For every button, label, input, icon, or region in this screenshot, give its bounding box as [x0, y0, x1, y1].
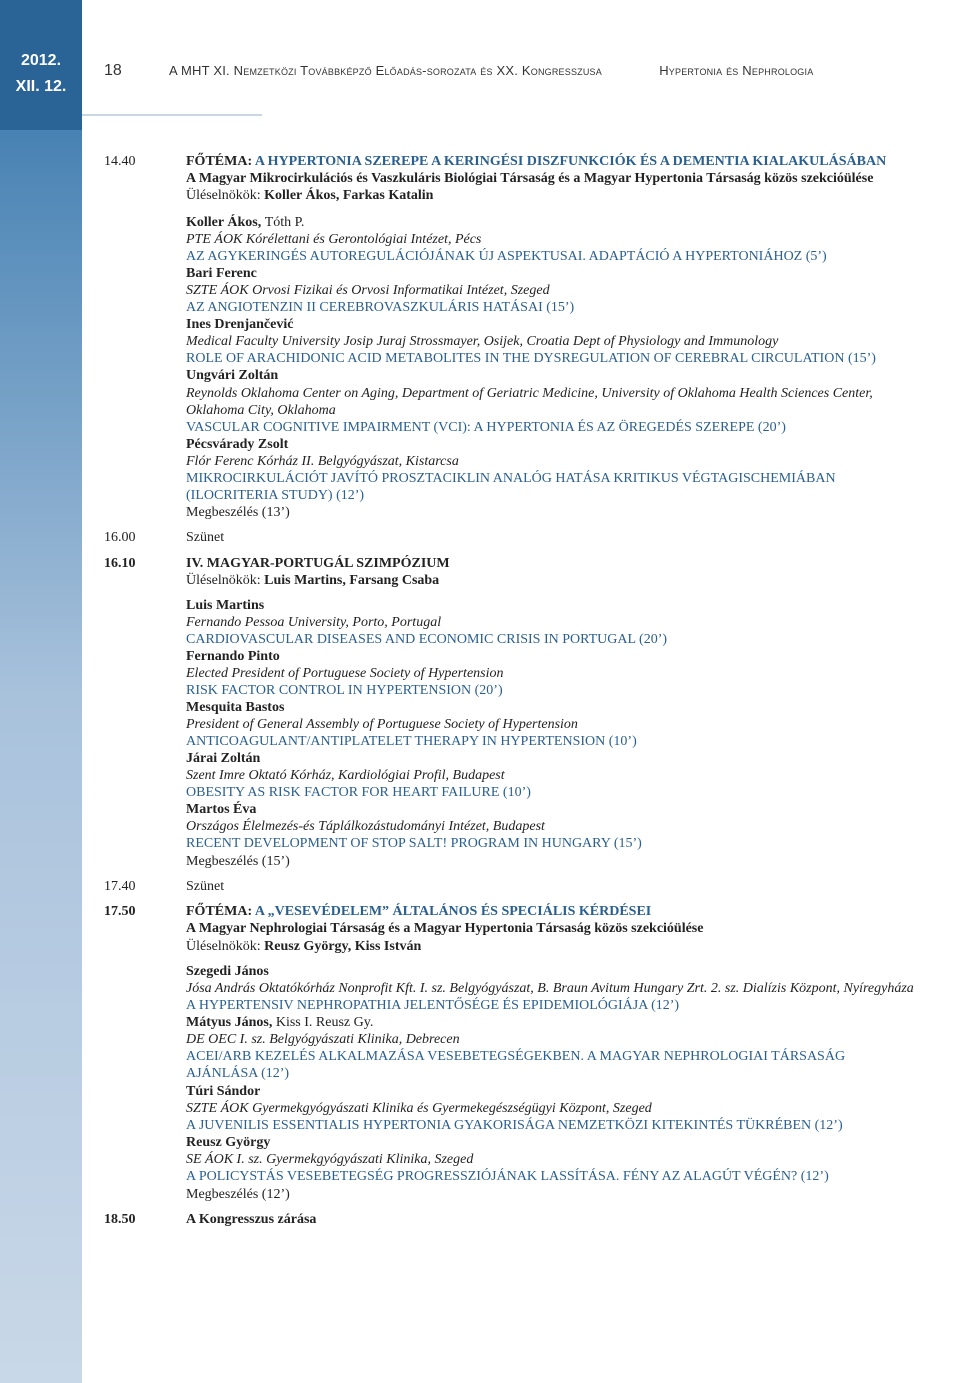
- break2-label: Szünet: [186, 879, 225, 894]
- session2-discussion: Megbeszélés (15’): [186, 854, 290, 869]
- talk3-affiliation: Medical Faculty University Josip Juraj Strossmayer, Osijek, Croatia Dept of Physiology and Immunology: [186, 334, 779, 349]
- talk4-speaker: Ungvári Zoltán: [186, 368, 279, 383]
- date-year: 2012.: [20, 52, 62, 69]
- running-header: [104, 62, 813, 80]
- talk7-speaker: Fernando Pinto: [186, 649, 280, 664]
- date-box: [0, 0, 82, 130]
- talk1-speaker: [186, 214, 304, 231]
- talk5-title-line2: (ILOCRITERIA STUDY) (12’): [186, 488, 365, 503]
- talk10-speaker: Martos Éva: [186, 802, 257, 817]
- chairs-names: Koller Ákos, Farkas Katalin: [264, 188, 434, 203]
- talk12-affiliation: DE OEC I. sz. Belgyógyászati Klinika, Debrecen: [186, 1032, 460, 1047]
- talk10-title: RECENT DEVELOPMENT OF STOP SALT! PROGRAM IN HUNGARY (15’): [186, 836, 642, 851]
- header-divider: [82, 114, 262, 116]
- closing-time: 18.50: [104, 1212, 136, 1227]
- coauthor: Tóth P.: [264, 215, 305, 230]
- talk12-title-line2: AJÁNLÁSA (12’): [186, 1066, 290, 1081]
- session1-discussion: Megbeszélés (13’): [186, 505, 290, 520]
- break1-time: 16.00: [104, 530, 136, 545]
- chairs-names: Luis Martins, Farsang Csaba: [264, 573, 440, 588]
- session2-title: IV. MAGYAR-PORTUGÁL SZIMPÓZIUM: [186, 556, 450, 571]
- talk4-title: VASCULAR COGNITIVE IMPAIRMENT (VCI): A HYPERTONIA ÉS AZ ÖREGEDÉS SZEREPE (20’): [186, 420, 786, 435]
- session3-chairs: [186, 938, 421, 955]
- talk2-affiliation: SZTE ÁOK Orvosi Fizikai és Orvosi Informatikai Intézet, Szeged: [186, 283, 550, 298]
- talk7-affiliation: Elected President of Portuguese Society of Hypertension: [186, 666, 504, 681]
- talk8-title: ANTICOAGULANT/ANTIPLATELET THERAPY IN HYPERTENSION (10’): [186, 734, 637, 749]
- session3-label: FŐTÉMA:: [186, 904, 255, 919]
- session1-time: 14.40: [104, 154, 136, 169]
- talk10-affiliation: Országos Élelmezés-és Táplálkozástudományi Intézet, Budapest: [186, 819, 545, 834]
- talk4-affiliation-line1: Reynolds Oklahoma Center on Aging, Department of Geriatric Medicine, University of Oklahoma Health Sciences Center,: [186, 386, 873, 401]
- talk13-title: A JUVENILIS ESSENTIALIS HYPERTONIA GYAKORISÁGA NEMZETKÖZI KITEKINTÉS TÜKRÉBEN (12’): [186, 1118, 843, 1133]
- section-title: Hypertonia és Nephrologia: [659, 63, 814, 78]
- chairs-label: Üléselnökök:: [186, 939, 265, 954]
- talk3-title: ROLE OF ARACHIDONIC ACID METABOLITES IN THE DYSREGULATION OF CEREBRAL CIRCULATION (15’): [186, 351, 876, 366]
- talk11-speaker: Szegedi János: [186, 964, 269, 979]
- talk1-title: AZ AGYKERINGÉS AUTOREGULÁCIÓJÁNAK ÚJ ASPEKTUSAI. ADAPTÁCIÓ A HYPERTONIÁHOZ (5’): [186, 249, 827, 264]
- session3-title: A „VESEVÉDELEM” ÁLTALÁNOS ÉS SPECIÁLIS KÉRDÉSEI: [254, 904, 652, 919]
- talk6-affiliation: Fernando Pessoa University, Porto, Portugal: [186, 615, 442, 630]
- page-number: 18: [104, 62, 122, 79]
- session2-chairs: [186, 572, 439, 589]
- session3-time: 17.50: [104, 904, 136, 919]
- talk6-title: CARDIOVASCULAR DISEASES AND ECONOMIC CRISIS IN PORTUGAL (20’): [186, 632, 668, 647]
- talk1-affiliation: PTE ÁOK Kórélettani és Gerontológiai Intézet, Pécs: [186, 232, 482, 247]
- break2-time: 17.40: [104, 879, 136, 894]
- date-day: XII. 12.: [15, 78, 67, 95]
- talk4-affiliation-line2: Oklahoma City, Oklahoma: [186, 403, 336, 418]
- coauthor: Kiss I. Reusz Gy.: [275, 1015, 374, 1030]
- session3-heading: [186, 903, 651, 920]
- talk11-affiliation: Jósa András Oktatókórház Nonprofit Kft. I. sz. Belgyógyászat, B. Braun Avitum Hungary Zrt. 2. sz. Dialízis Központ, Nyíregyháza: [186, 981, 914, 996]
- chairs-label: Üléselnökök:: [186, 188, 265, 203]
- session1-heading: [186, 153, 886, 170]
- session1-label: FŐTÉMA:: [186, 154, 255, 169]
- talk14-title: A POLICYSTÁS VESEBETEGSÉG PROGRESSZIÓJÁNAK LASSÍTÁSA. FÉNY AZ ALAGÚT VÉGÉN? (12’): [186, 1169, 829, 1184]
- chairs-label: Üléselnökök:: [186, 573, 265, 588]
- running-title: A MHT XI. Nemzetközi Továbbképző Előadás-sorozata és XX. Kongresszusa: [169, 63, 602, 78]
- talk13-affiliation: SZTE ÁOK Gyermekgyógyászati Klinika és Gyermekegészségügyi Központ, Szeged: [186, 1101, 652, 1116]
- talk12-title-line1: ACEI/ARB KEZELÉS ALKALMAZÁSA VESEBETEGSÉGEKBEN. A MAGYAR NEPHROLOGIAI TÁRSASÁG: [186, 1049, 846, 1064]
- talk8-affiliation: President of General Assembly of Portuguese Society of Hypertension: [186, 717, 578, 732]
- talk2-title: AZ ANGIOTENZIN II CEREBROVASZKULÁRIS HATÁSAI (15’): [186, 300, 575, 315]
- talk9-affiliation: Szent Imre Oktató Kórház, Kardiológiai Profil, Budapest: [186, 768, 505, 783]
- talk9-speaker: Járai Zoltán: [186, 751, 261, 766]
- closing-label: A Kongresszus zárása: [186, 1212, 317, 1227]
- talk5-speaker: Pécsvárady Zsolt: [186, 437, 289, 452]
- talk13-speaker: Túri Sándor: [186, 1084, 261, 1099]
- speaker-name: Mátyus János,: [186, 1015, 276, 1030]
- talk14-affiliation: SE ÁOK I. sz. Gyermekgyógyászati Klinika, Szeged: [186, 1152, 474, 1167]
- talk2-speaker: Bari Ferenc: [186, 266, 257, 281]
- session1-title: A HYPERTONIA SZEREPE A KERINGÉSI DISZFUNKCIÓK ÉS A DEMENTIA KIALAKULÁSÁBAN: [254, 154, 887, 169]
- session2-time: 16.10: [104, 556, 136, 571]
- talk7-title: RISK FACTOR CONTROL IN HYPERTENSION (20’): [186, 683, 503, 698]
- talk14-speaker: Reusz György: [186, 1135, 271, 1150]
- talk9-title: OBESITY AS RISK FACTOR FOR HEART FAILURE (10’): [186, 785, 531, 800]
- speaker-name: Koller Ákos,: [186, 215, 265, 230]
- talk11-title: A HYPERTENSIV NEPHROPATHIA JELENTŐSÉGE ÉS EPIDEMIOLÓGIÁJA (12’): [186, 998, 680, 1013]
- break1-label: Szünet: [186, 530, 225, 545]
- talk5-title-line1: MIKROCIRKULÁCIÓT JAVÍTÓ PROSZTACIKLIN ANALÓG HATÁSA KRITIKUS VÉGTAGISCHEMIÁBAN: [186, 471, 836, 486]
- talk8-speaker: Mesquita Bastos: [186, 700, 285, 715]
- talk12-speaker: [186, 1014, 373, 1031]
- left-sidebar-band: [0, 0, 82, 1383]
- talk5-affiliation: Flór Ferenc Kórház II. Belgyógyászat, Kistarcsa: [186, 454, 459, 469]
- session3-discussion: Megbeszélés (12’): [186, 1187, 290, 1202]
- chairs-names: Reusz György, Kiss István: [264, 939, 422, 954]
- session1-chairs: [186, 187, 433, 204]
- session1-organizers: A Magyar Mikrocirkulációs és Vaszkuláris Biológiai Társaság és a Magyar Hypertonia Társaság közös szekcióülése: [186, 171, 874, 186]
- talk6-speaker: Luis Martins: [186, 598, 265, 613]
- talk3-speaker: Ines Drenjančević: [186, 317, 294, 332]
- session3-organizers: A Magyar Nephrologiai Társaság és a Magyar Hypertonia Társaság közös szekcióülése: [186, 921, 704, 936]
